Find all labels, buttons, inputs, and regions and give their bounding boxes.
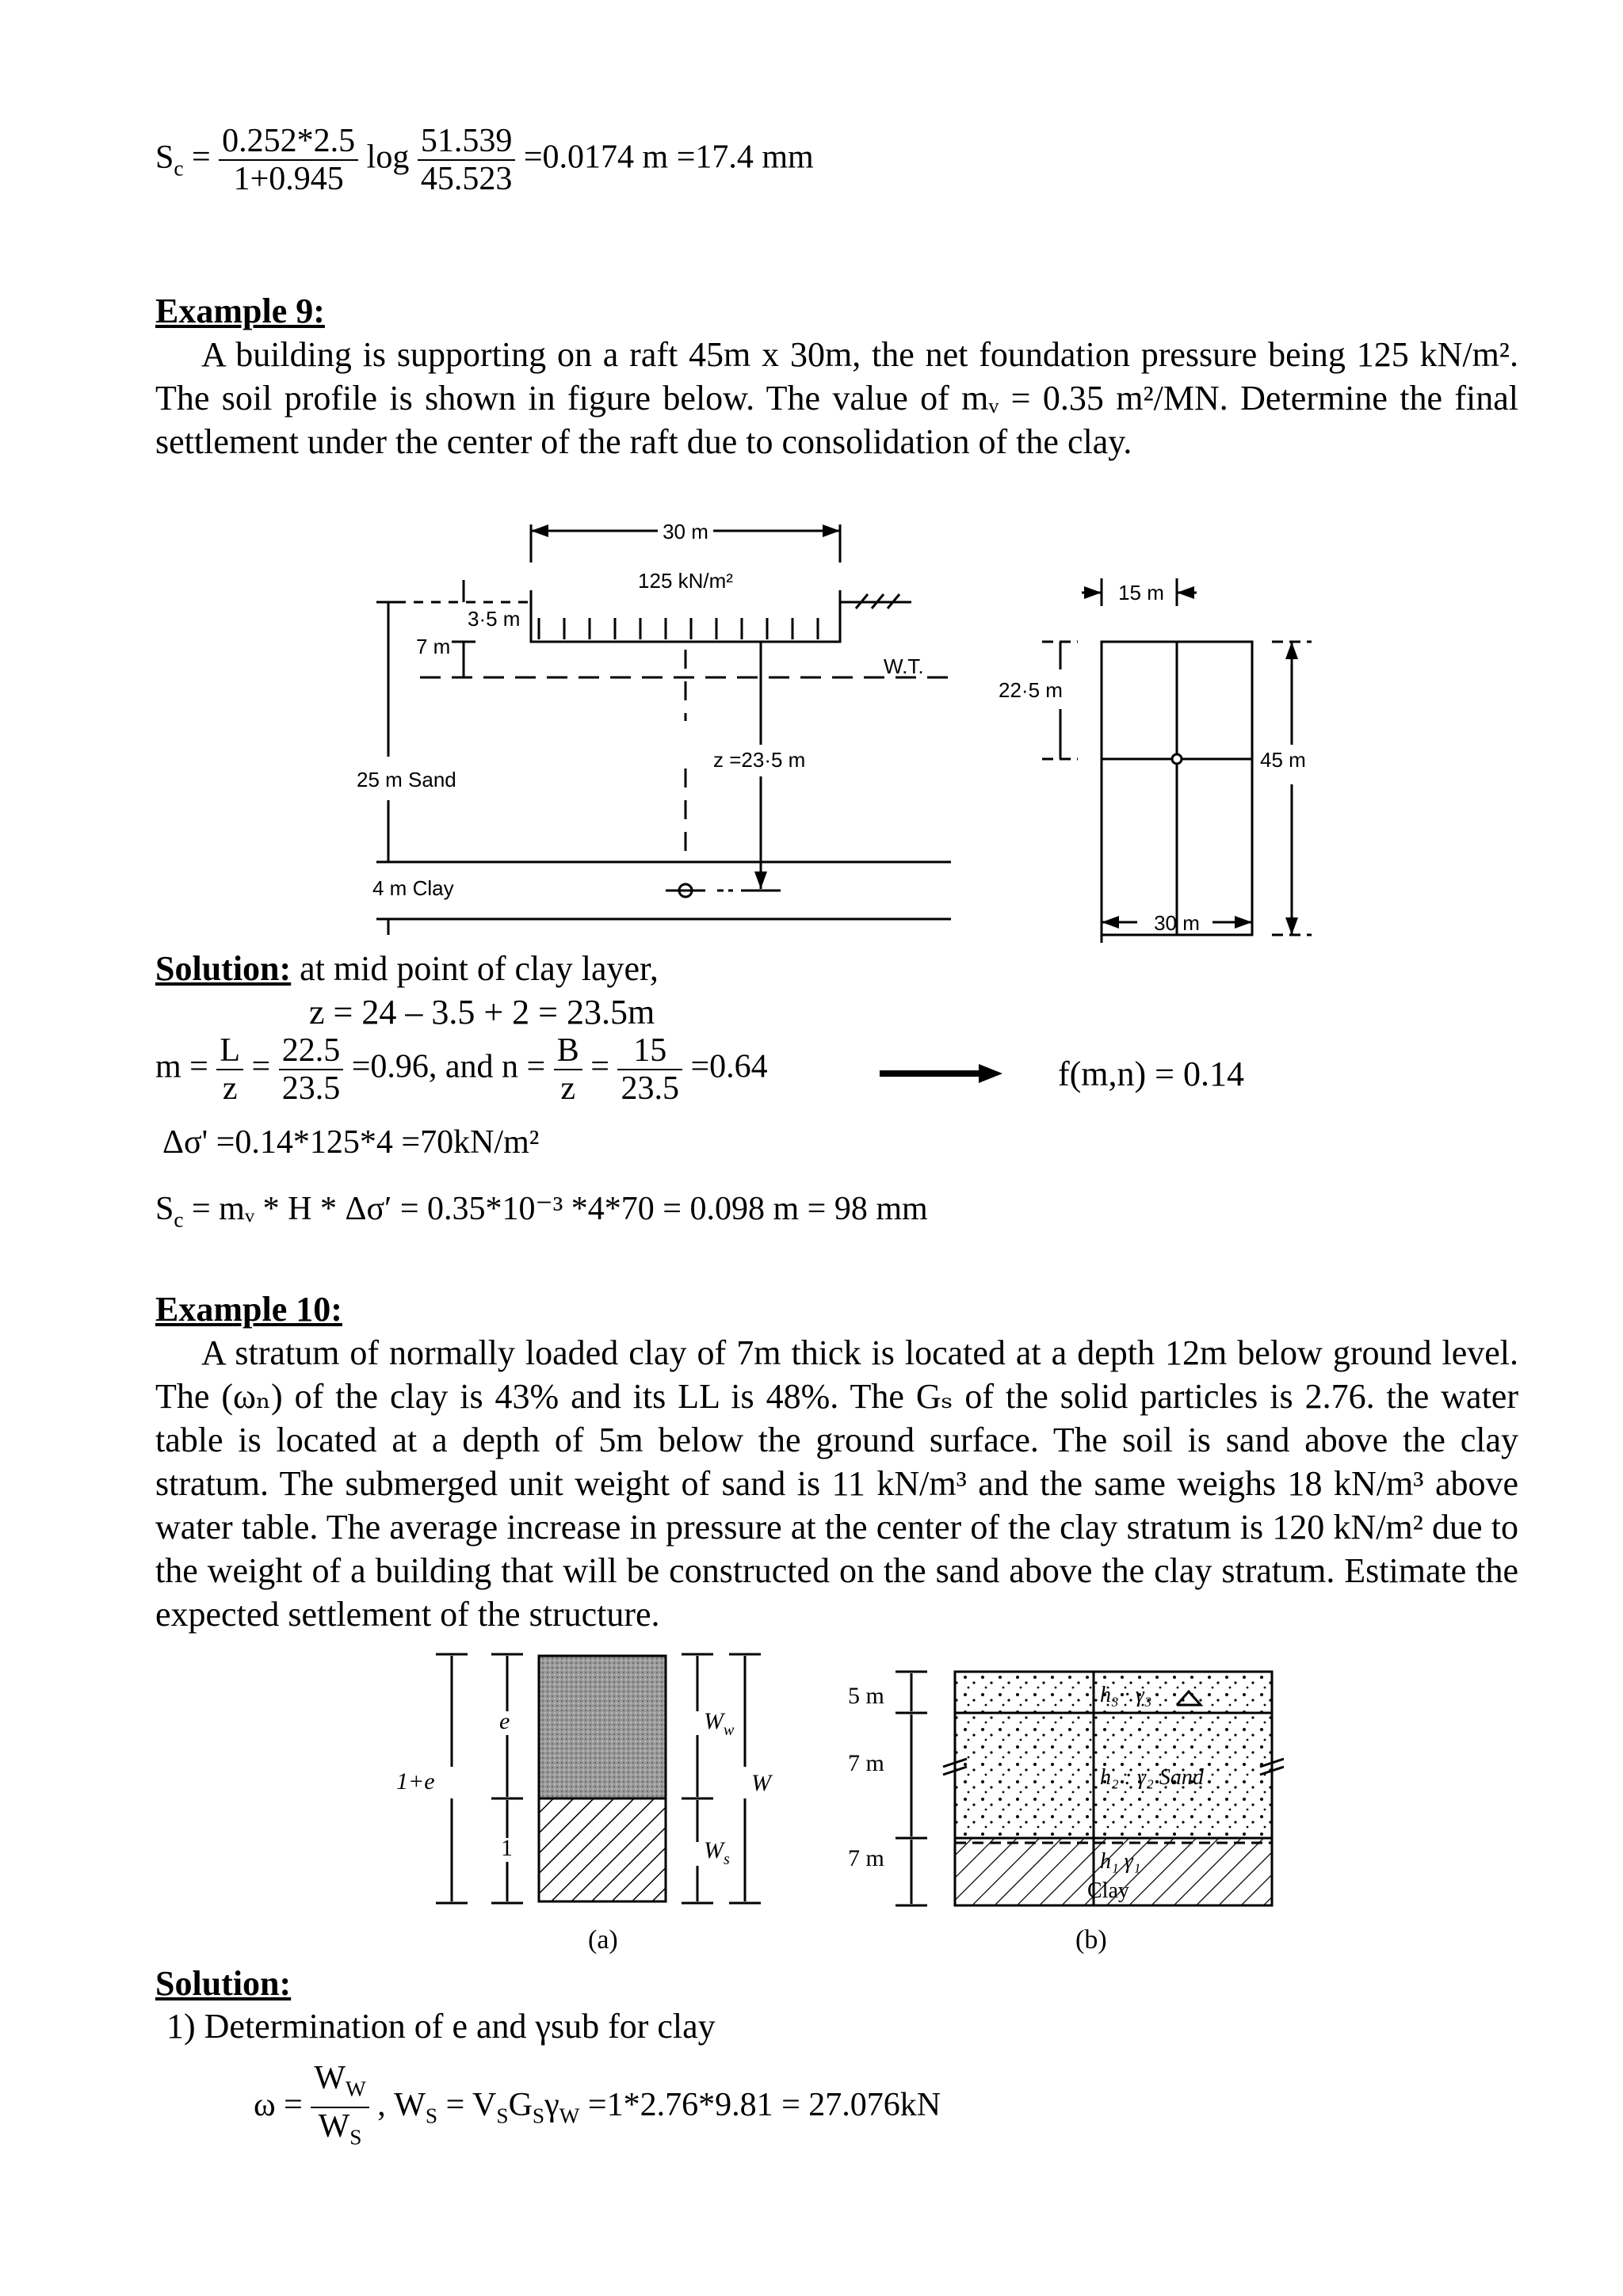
label-w: W: [751, 1770, 771, 1796]
top-result: =0.0174 m =17.4 mm: [523, 139, 814, 176]
fig9-width-label: 30 m: [663, 520, 708, 543]
label-ws: $W_s$: [704, 1837, 730, 1868]
h1-gamma1-label: h₁ γ₁: [1100, 1849, 1141, 1874]
example9-block: [155, 289, 1518, 463]
fmn-value: f(m,n) = 0.14: [1058, 1055, 1244, 1093]
label-one-plus-e: 1+e: [396, 1768, 435, 1794]
example10-title: Example 10:: [155, 1290, 342, 1329]
phase-diagram-figure: [380, 1648, 824, 1917]
plan-45m-label: 45 m: [1260, 748, 1306, 772]
step1-heading: 1) Determination of e and γsub for clay: [166, 2007, 716, 2046]
depth-7m-clay-label: 7 m: [848, 1845, 884, 1871]
z-equation: z = 24 – 3.5 + 2 = 23.5m: [309, 993, 655, 1032]
example9-solution-title: Solution:: [155, 949, 292, 988]
depth-7m-label: 7 m: [848, 1750, 884, 1776]
label-e: e: [499, 1708, 510, 1734]
example10-text: A stratum of normally loaded clay of 7m thick is located at a depth 12m below ground level. The (ωₙ) of the clay is 43% and its LL is 48%. The Gₛ of the solid particles is 2.76. the water table is located at a depth of 5m below the ground surface. The soil is sand above the clay stratum. The submerged unit weight of sand is 11 kN/m³ and the same weighs 18 kN/m³ above water table. The average increase in pressure at the center of the clay stratum is 120 kN/m² due to the weight of a building that will be constructed on the sand above the clay stratum. Estimate the expected settlement of the structure.: [155, 1333, 1518, 1634]
fig9-pressure-label: 125 kN/m²: [638, 569, 733, 593]
example9-solution-intro: [155, 947, 659, 990]
soil-profile-figure: [840, 1656, 1284, 1909]
example9-plan-figure: [999, 563, 1316, 943]
example9-text: A building is supporting on a raft 45m x 30m, the net foundation pressure being 125 kN/m². The soil profile is shown in figure below. The value of mᵥ = 0.35 m²/MN. Determine the final settlement under the center of the raft due to consolidation of the clay.: [155, 335, 1518, 461]
example9-section-figure: [341, 515, 975, 935]
sc-symbol: $S_c$: [155, 139, 184, 181]
fraction-coefficient: $\frac{0.252*2.5}{1+0.945}$: [219, 123, 358, 197]
fig9-clay-label: 4 m Clay: [372, 876, 454, 900]
example9-solution-intro-text: at mid point of clay layer,: [300, 949, 659, 988]
plan-15m-label: 15 m: [1118, 581, 1164, 605]
example10-block: [155, 1287, 1518, 1636]
caption-b: (b): [1075, 1925, 1107, 1955]
caption-a: (a): [588, 1925, 618, 1955]
clay-label: Clay: [1087, 1878, 1129, 1903]
example9-title: Example 9:: [155, 292, 325, 330]
sc-settlement-equation: $S_c$ = mᵥ * H * Δσ′ = 0.35*10⁻³ *4*70 = 0.098 m = 98 mm: [155, 1191, 928, 1232]
depth-5m-label: 5 m: [848, 1683, 884, 1709]
fig9-wt-label: W.T.: [884, 654, 924, 678]
plan-30m-label: 30 m: [1154, 911, 1200, 935]
plan-30m-dimension: [1094, 903, 1284, 951]
fig9-z-label: z =23·5 m: [713, 748, 806, 772]
delta-sigma-equation: Δσ' =0.14*125*4 =70kN/m²: [162, 1124, 540, 1161]
label-ww: $W_w$: [704, 1708, 735, 1739]
plan-225m-label: 22·5 m: [999, 678, 1063, 702]
fig9-depth7-label: 7 m: [416, 635, 451, 658]
fig9-depth35-label: 3·5 m: [468, 607, 521, 631]
right-arrow-icon: [880, 1062, 1006, 1085]
m-n-equation: m = $\frac{L}{z}$ = $\frac{22.5}{23.5}$ =0.96, and n = $\frac{B}{z}$ = $\frac{15}{23.5}$ =0.64: [155, 1032, 768, 1107]
fig9-sand-label: 25 m Sand: [357, 768, 456, 791]
example10-solution-title: Solution:: [155, 1964, 292, 2003]
h2-gamma2-label: h₂ : γ₂ Sand: [1100, 1765, 1204, 1790]
omega-equation: ω = $\frac{W_W}{W_S}$ , $W_S = V_SG_S\gamma_W =1*2.76*9.81 = 27.076kN$: [254, 2060, 941, 2149]
log-operator: log: [366, 139, 410, 176]
label-one: 1: [501, 1835, 513, 1861]
h3-gamma3-label: h₃ · γ₃: [1100, 1683, 1152, 1707]
top-settlement-equation: $S_c$ = $\frac{0.252*2.5}{1+0.945}$ log $\frac{51.539}{45.523}$ =0.0174 m =17.4 mm: [155, 123, 814, 197]
fraction-pressure-ratio: $\frac{51.539}{45.523}$: [418, 123, 516, 197]
